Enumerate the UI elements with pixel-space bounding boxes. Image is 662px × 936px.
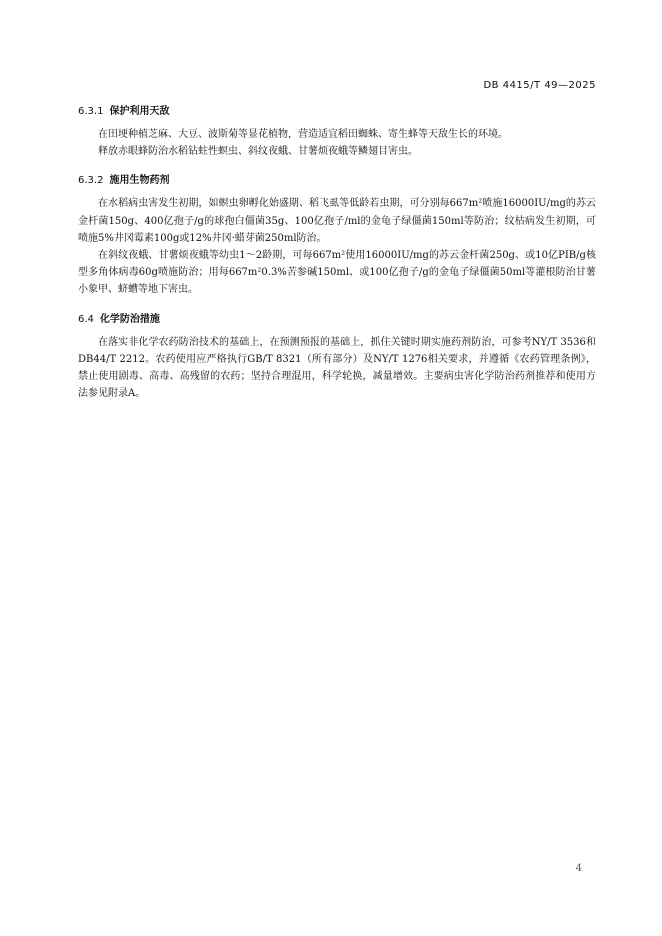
paragraph: 在田埂种植芝麻、大豆、波斯菊等显花植物，营造适宜稻田蜘蛛、寄生蜂等天敌生长的环境。 (98, 129, 508, 140)
paragraph: 释放赤眼蜂防治水稻钻蛀性螟虫、斜纹夜蛾、甘薯烦夜蛾等鳞翅目害虫。 (98, 146, 418, 158)
section-heading-6-3-2 (78, 172, 596, 189)
document-body (78, 103, 596, 402)
section-heading-6-4 (78, 311, 596, 328)
page-number: 4 (575, 863, 582, 874)
section-number: 6.3.2 (78, 175, 104, 187)
section-title: 施用生物药剂 (109, 175, 170, 187)
section-number: 6.3.1 (78, 106, 104, 117)
paragraph: 在落实非化学农药防治技术的基础上，在预测预报的基础上，抓住关键时期实施药剂防治，可参考NY/T 3536和DB44/T 2212。农药使用应严格执行GB/T 8321（所有部分）及NY/T 1276相关要求，并遵循《农药管理条例》，禁止使用剧毒、高毒、高残留的农药；坚持合理混用，科学轮换，减量增效。主要病虫害化学防治药剂推荐和使用方法参见附录A。 (78, 336, 596, 400)
document-code: DB 4415/T 49—2025 (483, 80, 596, 91)
paragraph: 在斜纹夜蛾、甘薯烦夜蛾等幼虫1～2龄期，可每667m²使用16000IU/mg的苏云金杆菌250g、或10亿PIB/g核型多角体病毒60g喷施防治；用每667m²0.3%苦参碱150ml、或100亿孢子/g的金龟子绿僵菌50ml等灌根防治甘薯小象甲、蛴螬等地下害虫。 (78, 250, 596, 296)
section-title: 化学防治措施 (99, 313, 160, 325)
section-number: 6.4 (78, 313, 94, 325)
paragraph: 在水稻病虫害发生初期，如螟虫卵孵化始盛期、稻飞虱等低龄若虫期，可分别每667m²喷施16000IU/mg的苏云金杆菌150g、400亿孢子/g的球孢白僵菌35g、100亿孢子/ml的金龟子绿僵菌150ml等防治；纹枯病发生初期，可喷施5%井冈霉素100g或12%井冈·蜡芽菌250ml防治。 (78, 198, 596, 244)
section-heading-6-3-1 (78, 103, 596, 120)
section-title: 保护利用天敌 (109, 106, 170, 117)
